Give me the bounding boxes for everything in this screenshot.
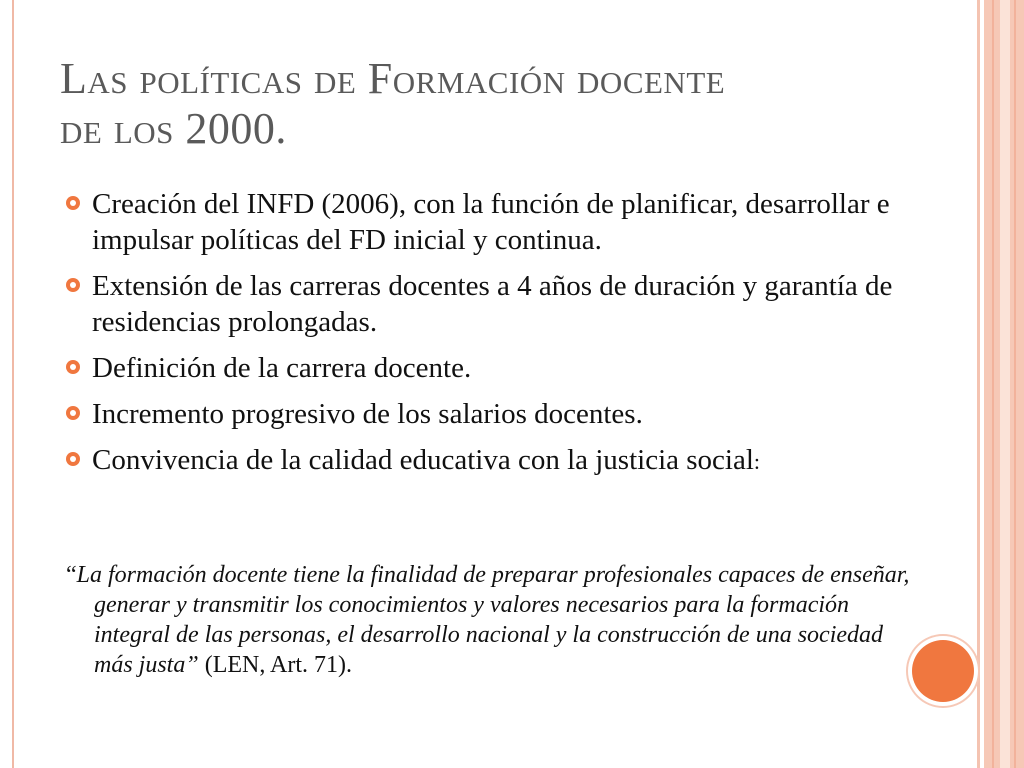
title-line-2: de los 2000. <box>60 104 287 153</box>
bullet-colon: : <box>753 449 761 474</box>
bullet-icon <box>66 360 80 374</box>
bullet-item <box>66 186 946 258</box>
slide-title <box>60 54 920 154</box>
bullet-text: Convivencia de la calidad educativa con la justicia social <box>92 444 754 476</box>
bullet-icon <box>66 406 80 420</box>
bullet-text: Incremento progresivo de los salarios docentes. <box>92 398 643 430</box>
bullet-item <box>66 396 946 432</box>
bullet-icon <box>66 278 80 292</box>
right-decorative-stripe-1 <box>992 0 994 768</box>
title-line-1: Las políticas de Formación docente <box>60 54 726 103</box>
right-border-line <box>977 0 980 768</box>
left-border-line <box>12 0 14 768</box>
right-decorative-stripe-2 <box>1014 0 1016 768</box>
bullet-text: Creación del INFD (2006), con la función de planificar, desarrollar e impulsar políticas del FD inicial y continua. <box>92 188 890 256</box>
bullet-icon <box>66 196 80 210</box>
right-decorative-band-inner <box>1000 0 1010 768</box>
quote-citation: (LEN, Art. 71). <box>198 652 353 678</box>
bullet-item <box>66 268 946 340</box>
bullet-icon <box>66 452 80 466</box>
bullet-list <box>66 186 946 490</box>
bullet-item <box>66 442 946 480</box>
quote-open-mark: “ <box>66 562 77 588</box>
quote-text: La formación docente tiene la finalidad de preparar profesionales capaces de enseñar, generar y transmitir los conocimientos y valores necesarios para la formación integral de las personas, el desarrollo nacional y la construcción de una sociedad más justa” <box>76 562 910 678</box>
quote-block <box>66 560 924 680</box>
bullet-text: Definición de la carrera docente. <box>92 352 472 384</box>
bullet-text: Extensión de las carreras docentes a 4 años de duración y garantía de residencias prolongadas. <box>92 270 893 338</box>
bullet-item <box>66 350 946 386</box>
